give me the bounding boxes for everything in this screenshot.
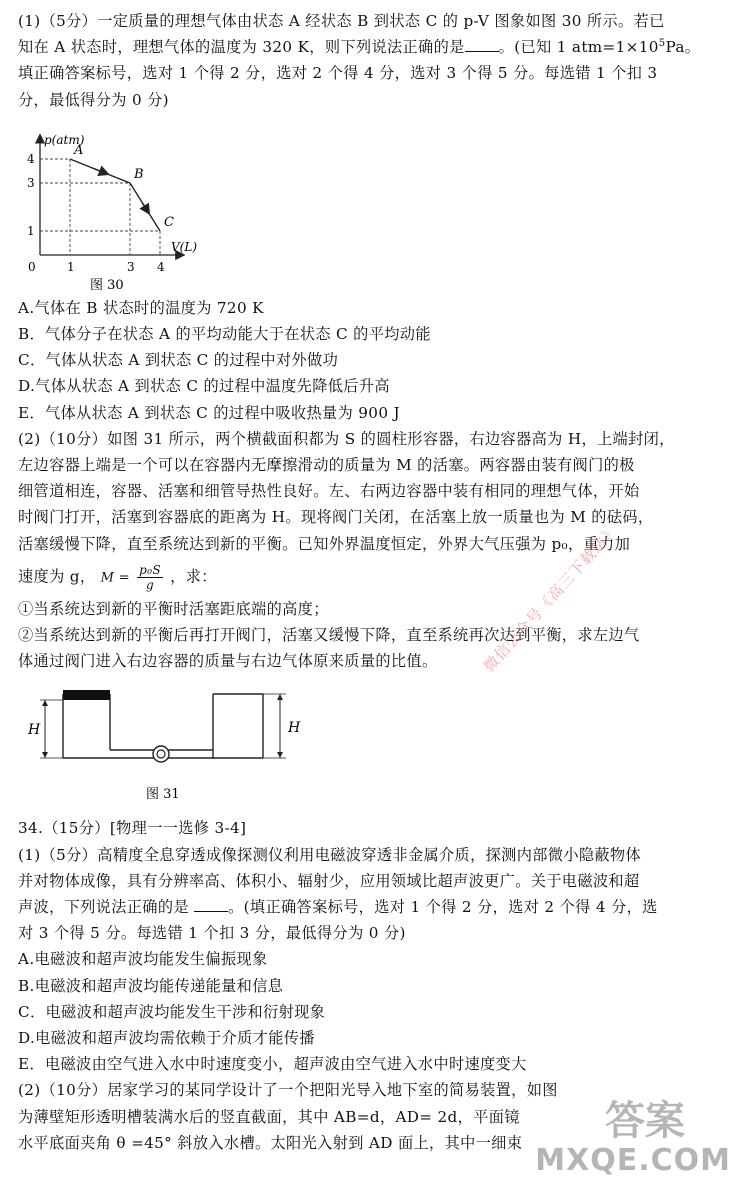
right-height-label: H bbox=[288, 720, 301, 737]
y-axis-label: p(atm) bbox=[44, 132, 85, 147]
left-height-label: H bbox=[28, 722, 41, 739]
chart-labels bbox=[27, 133, 197, 293]
piston bbox=[63, 690, 110, 700]
q2-line-4: 时阀门打开，活塞到容器底的距离为 H。现将阀门关闭，在活塞上放一质量也为 M 的砝码， bbox=[18, 508, 654, 527]
q1-line-4: 分，最低得分为 0 分) bbox=[18, 90, 169, 109]
chart-axes bbox=[40, 136, 183, 255]
q1-line-1: (1)（5分）一定质量的理想气体由状态 A 经状态 B 到状态 C 的 p-V 图象如图 30 所示。若已 bbox=[18, 12, 665, 30]
y-tick-label: 3 bbox=[27, 175, 35, 190]
q2-line-1: (2)（10分）如图 31 所示，两个横截面积都为 S 的圆柱形容器，右边容器高为 H，上端封闭， bbox=[18, 429, 675, 448]
q34-p2-line-2: 为薄壁矩形透明槽装满水后的竖直截面，其中 AB=d，AD= 2d，平面镜 bbox=[18, 1107, 520, 1126]
q34-p1-line-3: 声波，下列说法正确的是 。(填正确答案标号，选对 1 个得 2 分，选对 2 个得 4 分，选 bbox=[18, 898, 658, 917]
x-axis-label: V(L) bbox=[171, 239, 197, 254]
q1-line-2: 知在 A 状态时，理想气体的温度为 320 K，则下列说法正确的是 。(已知 1 $atm=1\times 10^5Pa$。 bbox=[18, 38, 701, 57]
q34-option-b: B.电磁波和超声波均能传递能量和信息 bbox=[18, 976, 284, 995]
q1-option-a: A.气体在 B 状态时的温度为 720 K bbox=[18, 298, 264, 317]
x-tick-label: 4 bbox=[157, 259, 165, 274]
q1-option-b: B．气体分子在状态 A 的平均动能大于在状态 C 的平均动能 bbox=[18, 325, 431, 344]
q34-p2-line-3: 水平底面夹角 θ =45° 斜放入水槽。太阳光入射到 AD 面上，其中一细束 bbox=[18, 1133, 523, 1152]
q1-option-e: E．气体从状态 A 到状态 C 的过程中吸收热量为 900 J bbox=[18, 403, 400, 422]
point-label-c: C bbox=[164, 214, 174, 230]
q34-option-c: C．电磁波和超声波均能发生干涉和衍射现象 bbox=[18, 1002, 326, 1021]
q2-line-formula: 速度为 g， M = $\frac{\text{p₀S}}{g}$ ，求： bbox=[18, 562, 217, 592]
watermark-text: 微信公众号《高三下载站》 bbox=[480, 520, 622, 676]
q1-option-d: D.气体从状态 A 到状态 C 的过程中温度先降低后升高 bbox=[18, 377, 390, 396]
figure-30-caption: 图 30 bbox=[90, 277, 124, 293]
figure-31 bbox=[18, 680, 723, 815]
q34-heading: 34.（15分）[物理一一选修 3-4] bbox=[18, 819, 247, 838]
container-diagram bbox=[18, 680, 318, 815]
answer-blank bbox=[194, 897, 228, 912]
q2-sub-2a: ②当系统达到新的平衡后再打开阀门，活塞又缓慢下降，直至系统再次达到平衡，求左边气 bbox=[18, 626, 640, 645]
y-tick-label: 4 bbox=[27, 151, 35, 166]
figure-30 bbox=[18, 117, 723, 295]
q34-p1-line-4: 对 3 个得 5 分。每选错 1 个扣 3 分，最低得分为 0 分) bbox=[18, 924, 406, 943]
q34-p2-line-1: (2)（10分）居家学习的某同学设计了一个把阳光导入地下室的简易装置，如图 bbox=[18, 1081, 558, 1100]
q34-p1-line-1: (1)（5分）高精度全息穿透成像探测仪利用电磁波穿透非金属介质，探测内部微小隐蔽物体 bbox=[18, 845, 642, 864]
corner-logo-sub: 答案 bbox=[605, 1097, 685, 1144]
answer-blank bbox=[465, 37, 499, 52]
figure-31-caption: 图 31 bbox=[146, 787, 180, 803]
q2-line-2: 左边容器上端是一个可以在容器内无摩擦滑动的质量为 M 的活塞。两容器由装有阀门的极 bbox=[18, 456, 635, 475]
q2-sub-1: ①当系统达到新的平衡时活塞距底端的高度； bbox=[18, 599, 329, 618]
point-label-a: A bbox=[74, 142, 84, 158]
q1-option-c: C．气体从状态 A 到状态 C 的过程中对外做功 bbox=[18, 351, 339, 370]
origin-label: 0 bbox=[28, 259, 36, 274]
mass-formula: $\frac{\text{p₀S}}{g}$ bbox=[139, 562, 161, 592]
q2-sub-2b: 体通过阀门进入右边容器的质量与右边气体原来质量的比值。 bbox=[18, 652, 438, 671]
x-tick-label: 3 bbox=[127, 259, 135, 274]
direction-arrow bbox=[142, 202, 149, 213]
y-tick-label: 1 bbox=[27, 223, 35, 238]
q2-line-5: 活塞缓慢下降，直至系统达到新的平衡。已知外界温度恒定，外界大气压强为 p₀，重力加 bbox=[18, 534, 631, 553]
q2-line-3: 细管道相连，容器、活塞和细管导热性良好。左、右两边容器中装有相同的理想气体，开始 bbox=[18, 482, 640, 501]
q1-line-3: 填正确答案标号，选对 1 个得 2 分，选对 2 个得 4 分，选对 3 个得 5 分。每选错 1 个扣 3 bbox=[18, 64, 658, 83]
q34-option-a: A.电磁波和超声波均能发生偏振现象 bbox=[18, 950, 268, 969]
point-label-b: B bbox=[134, 166, 144, 182]
q34-p1-line-2: 并对物体成像，具有分辨率高、体积小、辐射少，应用领域比超声波更广。关于电磁波和超 bbox=[18, 871, 640, 890]
q34-option-e: E．电磁波由空气进入水中时速度变小，超声波由空气进入水中时速度变大 bbox=[18, 1055, 527, 1074]
corner-logo: MXQE.COM bbox=[535, 1142, 731, 1178]
chart-series bbox=[70, 159, 160, 231]
pv-chart bbox=[18, 117, 218, 295]
direction-arrow bbox=[94, 168, 107, 173]
q34-option-d: D.电磁波和超声波均需依赖于介质才能传播 bbox=[18, 1029, 315, 1048]
x-tick-label: 1 bbox=[67, 259, 75, 274]
exam-page bbox=[18, 8, 723, 1156]
